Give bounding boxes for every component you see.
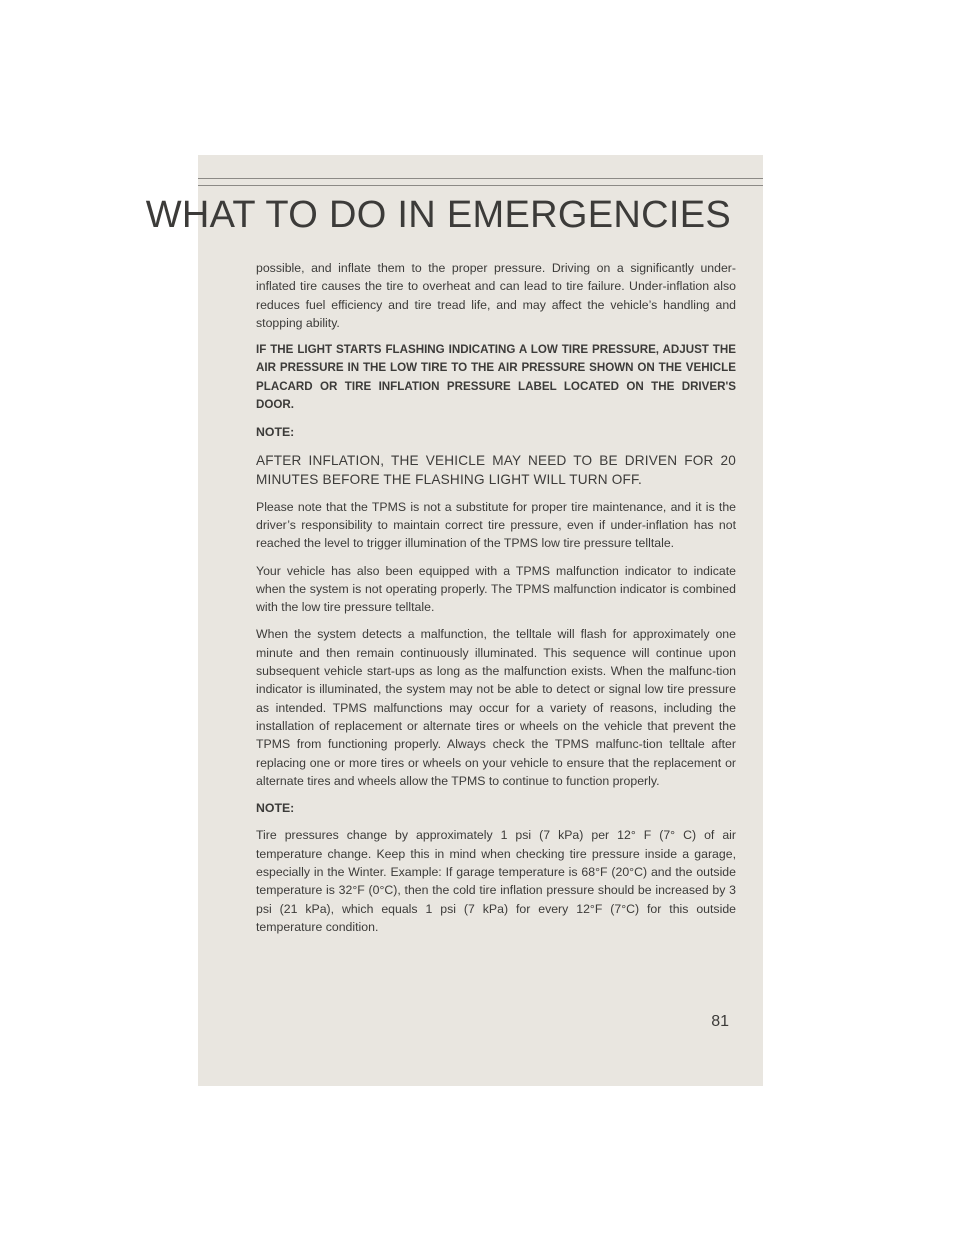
page-body (256, 259, 736, 945)
section-title: WHAT TO DO IN EMERGENCIES (145, 194, 731, 236)
note-text-2: Tire pressures change by approximately 1 psi (7 kPa) per 12° F (7° C) of air temperature change. Keep this in mind when checking tire pressure inside a garage, especially in the Winter. Example: If garage temperature is 68°F (20°C) and the outside temperature is 32°F (0°C), then the cold tire inflation pressure should be increased by 3 psi (21 kPa), which equals 1 psi (7 kPa) for every 12°F (7°C) for this outside temperature condition. (256, 828, 736, 934)
warning-paragraph: IF THE LIGHT STARTS FLASHING INDICATING A LOW TIRE PRESSURE, ADJUST THE AIR PRESSURE IN THE LOW TIRE TO THE AIR PRESSURE SHOWN ON THE VEHICLE PLACARD OR TIRE INFLATION PRESSURE LABEL LOCATED ON THE DRIVER'S DOOR. (256, 343, 736, 412)
manual-page (145, 155, 763, 1086)
page-number: 81 (711, 1013, 729, 1030)
note-label-2: NOTE: (256, 801, 295, 816)
paragraph-inflate: possible, and inflate them to the proper pressure. Driving on a significantly under-inflated tire causes the tire to overheat and can lead to tire failure. Under-inflation also reduces fuel efficiency and tire tread life, and may affect the vehicle’s handling and stopping ability. (256, 261, 736, 330)
note-text-1: AFTER INFLATION, THE VEHICLE MAY NEED TO BE DRIVEN FOR 20 MINUTES BEFORE THE FLASHING LIGHT WILL TURN OFF. (256, 452, 736, 487)
paragraph-tpms-maintenance: Please note that the TPMS is not a substitute for proper tire maintenance, and it is the driver’s responsibility to maintain correct tire pressure, even if under-inflation has not reached the level to trigger illumination of the TPMS low tire pressure telltale. (256, 499, 736, 551)
note-label-1: NOTE: (256, 425, 295, 440)
paragraph-malfunction-detect: When the system detects a malfunction, the telltale will flash for approximately one minute and then remain continuously illuminated. This sequence will continue upon subsequent vehicle start-ups as long as the malfunction exists. When the malfunc-tion indicator is illuminated, the system may not be able to detect or signal low tire pressure as intended. TPMS malfunctions may occur for a variety of reasons, including the installation of replacement or alternate tires or wheels on the vehicle that prevent the TPMS from functioning properly. Always check the TPMS malfunc-tion telltale after replacing one or more tires or wheels on your vehicle to ensure that the replacement or alternate tires and wheels allow the TPMS to continue to function properly. (256, 627, 736, 788)
header-rule-top (198, 178, 763, 179)
header-rule-bottom (198, 185, 763, 186)
paragraph-malfunction-indicator: Your vehicle has also been equipped with a TPMS malfunction indicator to indicate when the system is not operating properly. The TPMS malfunction indicator is combined with the low tire pressure telltale. (256, 563, 736, 615)
